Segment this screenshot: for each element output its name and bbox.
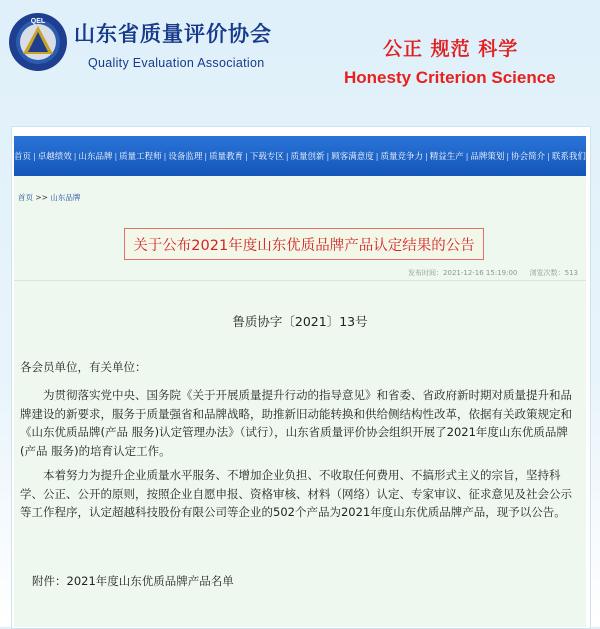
association-logo[interactable] bbox=[8, 12, 68, 72]
nav-item-quality-innovation[interactable]: 质量创新 bbox=[290, 152, 325, 162]
main-nav: 首页 | 卓越绩效 | 山东品牌 | 质量工程师 | 设备监理 | 质量教育 | 下载专区 | 质量创新 | 顾客满意度 | 质量竞争力 | 精益生产 | 品牌策划 | 协会简介 | 联系我们 bbox=[14, 136, 586, 176]
article-title: 关于公布2021年度山东优质品牌产品认定结果的公告 bbox=[133, 237, 475, 254]
nav-item-about-association[interactable]: 协会简介 bbox=[511, 152, 546, 162]
breadcrumb-current[interactable]: 山东品牌 bbox=[50, 193, 81, 202]
site-header bbox=[0, 0, 600, 118]
nav-item-quality-engineer[interactable]: 质量工程师 bbox=[119, 152, 162, 162]
slogan-cn: 公正 规范 科学 bbox=[383, 38, 519, 60]
nav-item-home[interactable]: 首页 bbox=[14, 152, 32, 162]
article-meta bbox=[398, 268, 578, 278]
article-title-box bbox=[124, 228, 484, 260]
nav-item-brand-planning[interactable]: 品牌策划 bbox=[470, 152, 505, 162]
nav-item-quality-competitiveness[interactable]: 质量竞争力 bbox=[380, 152, 423, 162]
nav-item-contact-us[interactable]: 联系我们 bbox=[551, 152, 586, 162]
slogan-en: Honesty Criterion Science bbox=[344, 68, 556, 87]
nav-item-lean-production[interactable]: 精益生产 bbox=[429, 152, 464, 162]
article-content bbox=[14, 176, 586, 627]
nav-item-shandong-brand[interactable]: 山东品牌 bbox=[78, 152, 113, 162]
meta-divider bbox=[14, 280, 586, 281]
nav-item-excellence-performance[interactable]: 卓越绩效 bbox=[37, 152, 72, 162]
paragraph-2: 本着努力为提升企业质量水平服务、不增加企业负担、不收取任何费用、不搞形式主义的宗旨，坚持科学、公正、公开的原则，按照企业自愿申报、资格审核、材料（网络）认定、专家审议、征求意见及社会公示等工作程序，认定超越科技股份有限公司等企业的502个产品为2021年度山东优质品牌产品，现予以公告。 bbox=[20, 468, 572, 519]
paragraph-1: 为贯彻落实党中央、国务院《关于开展质量提升行动的指导意见》和省委、省政府新时期对质量提升和品牌建设的新要求，服务于质量强省和品牌战略，助推新旧动能转换和供给侧结构性改革，依据有关政策规定和《山东优质品牌(产品 服务)认定管理办法》（试行），山东省质量评价协会组织开展了2021年度山东优质品牌(产品 服务)的培育认定工作。 bbox=[20, 388, 572, 458]
view-count: 浏览次数：513 bbox=[529, 269, 578, 277]
breadcrumb-separator: >> bbox=[35, 193, 48, 202]
org-name-en: Quality Evaluation Association bbox=[88, 56, 265, 70]
nav-item-customer-satisfaction[interactable]: 顾客满意度 bbox=[331, 152, 374, 162]
org-name-cn: 山东省质量评价协会 bbox=[74, 22, 272, 46]
greeting: 各会员单位，有关单位： bbox=[20, 360, 147, 374]
breadcrumb-home[interactable]: 首页 bbox=[18, 193, 33, 202]
nav-item-quality-education[interactable]: 质量教育 bbox=[209, 152, 244, 162]
nav-item-downloads[interactable]: 下载专区 bbox=[249, 152, 284, 162]
document-number: 鲁质协字〔2021〕13号 bbox=[232, 314, 368, 329]
svg-text:QEL: QEL bbox=[30, 18, 46, 25]
attachment-line[interactable]: 附件：2021年度山东优质品牌产品名单 bbox=[32, 574, 234, 588]
breadcrumb bbox=[18, 192, 80, 203]
publish-time: 发布时间：2021-12-16 15:19:00 bbox=[408, 269, 518, 277]
nav-item-equipment-supervision[interactable]: 设备监理 bbox=[168, 152, 203, 162]
